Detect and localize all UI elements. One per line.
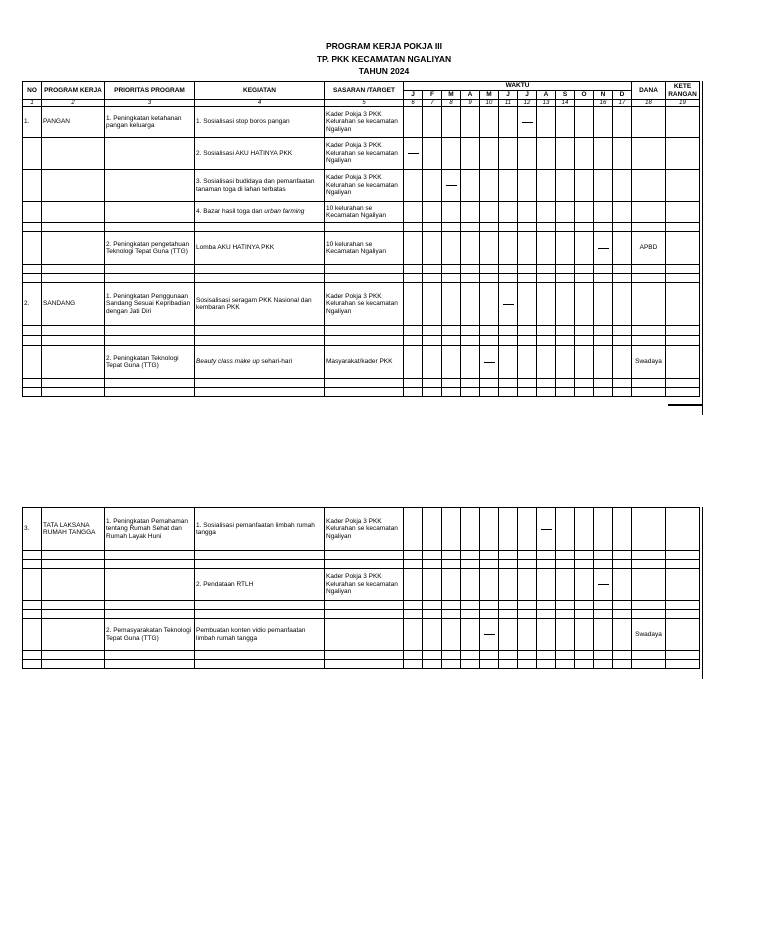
row-sasaran: Kader Pokja 3 PKK Kelurahan se kecamatan Ngaliyan [325,569,404,601]
column-number: 1 [23,100,42,107]
schedule-mark [446,185,457,186]
month-header: N [594,91,613,100]
row-kegiatan: Lomba AKU HATINYA PKK [195,232,325,265]
row-no: 1. [23,107,42,138]
header-keterangan-2: RANGAN [668,90,697,98]
kegiatan-text: sehari-hari [259,358,293,366]
month-header: M [480,91,499,100]
schedule-mark [598,584,609,585]
column-number: 6 [404,100,423,107]
month-header: O [575,91,594,100]
column-number: 4 [195,100,325,107]
title-line-3: TAHUN 2024 [358,66,410,76]
column-number: 13 [537,100,556,107]
column-number: 3 [105,100,195,107]
bottom-bold-rule [668,404,703,406]
header-prioritas: PRIORITAS PROGRAM [105,82,195,100]
header-keterangan-1: KETE [673,83,692,90]
table-row [23,138,700,170]
schedule-mark [503,304,514,305]
column-number: 19 [666,100,700,107]
row-kegiatan: 2. Pendataan RTLH [195,569,325,601]
kegiatan-italic: Beauty class make up [196,358,260,366]
column-number: 8 [442,100,461,107]
row-prioritas: 2. Pemasyarakatan Teknologi Tepat Guna (TTG) [105,619,195,651]
column-number: 12 [518,100,537,107]
column-number: 16 [594,100,613,107]
schedule-mark [522,122,533,123]
row-sasaran: Kader Pokja 3 PKK Kelurahan se kecamatan Ngaliyan [325,508,404,551]
table-row [23,170,700,202]
table-row [23,346,700,379]
row-dana: Swadaya [632,619,666,651]
row-no: 2. [23,283,42,326]
month-header: J [518,91,537,100]
column-number: 10 [480,100,499,107]
table-row [23,508,700,551]
kegiatan-italic: urban farming [264,208,305,216]
row-prioritas: 2. Peningkatan pengetahuan Teknologi Tepat Guna (TTG) [105,232,195,265]
row-prioritas: 1. Peningkatan Pemahaman tentang Rumah Sehat dan Rumah Layak Huni [105,508,195,551]
schedule-mark [484,362,495,363]
column-number: 17 [613,100,632,107]
column-number: 14 [556,100,575,107]
row-sasaran: Kader Pokja 3 PKK Kelurahan se kecamatan Ngaliyan [325,138,404,170]
row-sasaran: Kader Pokja 3 PKK Kelurahan se kecamatan Ngaliyan [325,107,404,138]
schedule-mark [408,153,419,154]
row-kegiatan [195,202,325,223]
title-line-2: TP. PKK KECAMATAN NGALIYAN [316,53,452,64]
row-sasaran: 10 kelurahan se Kecamatan Ngaliyan [325,232,404,265]
column-number-row [23,100,700,107]
header-waktu: WAKTU [404,82,632,91]
schedule-mark [541,529,552,530]
month-header: M [442,91,461,100]
column-number [575,100,594,107]
row-prioritas: 2. Peningkatan Teknologi Tepat Guna (TTG) [105,346,195,379]
row-program: SANDANG [42,283,105,326]
header-dana: DANA [632,82,666,100]
schedule-mark [598,248,609,249]
right-border-rule [702,81,703,415]
table-row [23,232,700,265]
work-program-table-continued [22,507,700,669]
table-row [23,107,700,138]
row-dana: Swadaya [632,346,666,379]
month-header: J [499,91,518,100]
row-program: TATA LAKSANA RUMAH TANGGA [42,508,105,551]
header-no: NO [23,82,42,100]
kegiatan-text: 4. Bazar hasil toga dan [196,208,265,216]
month-header: F [423,91,442,100]
row-sasaran: Kader Pokja 3 PKK Kelurahan se kecamatan Ngaliyan [325,283,404,326]
month-header: D [613,91,632,100]
row-program: PANGAN [42,107,105,138]
row-prioritas: 1. Peningkatan Penggunaan Sandang Sesuai Kepribadian dengan Jati Diri [105,283,195,326]
row-kegiatan: Pembuatan konten vidio pemanfaatan limbah rumah tangga [195,619,325,651]
table-row [23,619,700,651]
row-dana: APBD [632,232,666,265]
row-no: 3. [23,508,42,551]
header-keterangan [666,82,700,100]
month-header: A [537,91,556,100]
column-number: 18 [632,100,666,107]
column-number: 11 [499,100,518,107]
header-kegiatan: KEGIATAN [195,82,325,100]
table-row [23,202,700,223]
row-kegiatan: 1. Sosialisasi stop boros pangan [195,107,325,138]
row-kegiatan: 1. Sosialisasi pemanfaatan limbah rumah tangga [195,508,325,551]
column-number: 7 [423,100,442,107]
month-header: S [556,91,575,100]
row-sasaran: Kader Pokja 3 PKK Kelurahan se kecamatan Ngaliyan [325,170,404,202]
column-number: 5 [325,100,404,107]
month-header: J [404,91,423,100]
title-line-1: PROGRAM KERJA POKJA III [325,41,443,51]
document-title [0,40,768,78]
header-sasaran: SASARAN /TARGET [325,82,404,100]
column-number: 9 [461,100,480,107]
header-program: PROGRAM KERJA [42,82,105,100]
row-prioritas: 1. Peningkatan ketahanan pangan keluarga [105,107,195,138]
row-kegiatan: Sosisalisasi seragam PKK Nasional dan kembaran PKK [195,283,325,326]
row-kegiatan: 2. Sosialisasi AKU HATINYA PKK [195,138,325,170]
row-sasaran: Masyarakat/kader PKK [325,346,404,379]
work-program-table [22,81,700,397]
right-border-rule-2 [702,507,703,679]
row-sasaran: 10 kelurahan se Kecamatan Ngaliyan [325,202,404,223]
table-row [23,569,700,601]
table-row [23,283,700,326]
row-kegiatan: 3. Sosialisasi budidaya dan pemanfaatan tanaman toga di lahan terbatas [195,170,325,202]
column-number: 2 [42,100,105,107]
schedule-mark [484,634,495,635]
row-kegiatan [195,346,325,379]
month-header: A [461,91,480,100]
